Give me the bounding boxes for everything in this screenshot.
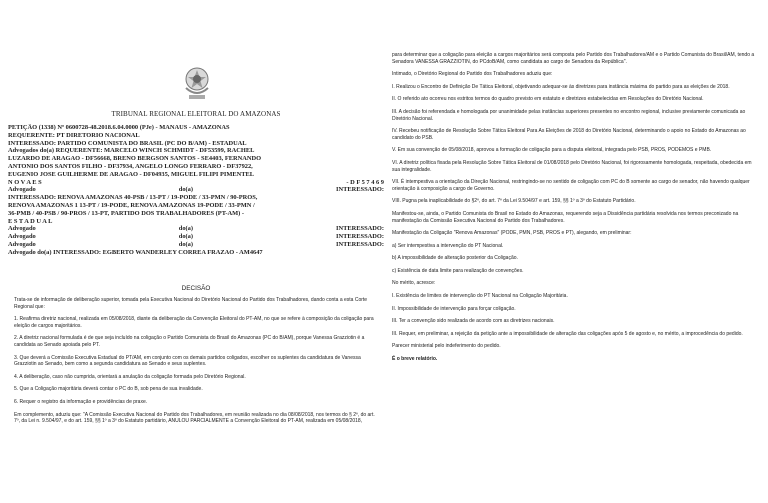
advogado-label: Advogado: [8, 186, 36, 194]
advogados-line: EUGENIO JOSE GUILHERME DE ARAGAO - DF04935, MIGUEL FILIPI PIMENTEL: [8, 170, 255, 178]
advogado-label: Advogado: [8, 240, 36, 248]
paragraph: para determinar que a coligação para eleição a cargos majoritários será composta pelo Partido dos Trabalhadores/AM e o Partido Comunista do Brasil/AM, tendo a Senadora VANESSA GRAZZIOTIN, do PCdoB/AM, como candidata ao cargo de Senadora da República".: [392, 52, 755, 65]
paragraph: I. Existência de limites de intervenção do PT Nacional na Coligação Majoritária.: [392, 293, 568, 300]
advogado-label-line: [8, 233, 384, 241]
paragraph: III. Ter a convenção sido realizada de acordo com as diretrizes nacionais.: [392, 318, 555, 325]
decision-body-right: [392, 52, 758, 369]
paragraph: III. Requer, em preliminar, a rejeição da petição ante a impossibilidade de alteração das coligações após 5 de agosto e, no mérito, a improcedência do pedido.: [392, 330, 743, 337]
right-column: [392, 0, 760, 503]
advogado-label-line: [8, 186, 384, 194]
closing-statement: É o breve relatório.: [392, 356, 438, 363]
paragraph: c) Existência de data limite para realização de convenções.: [392, 267, 524, 274]
estadual-line: E S T A D U A L: [8, 217, 53, 225]
advogados-line: Advogados do(a) REQUERENTE: MARCELO WINCH SCHMIDT - DF53599, RACHEL: [8, 147, 255, 155]
paragraph: 5. Que a Coligação majoritária deverá contar o PC do B, sob pena de sua invalidade.: [14, 386, 203, 393]
paragraph: 6. Requer o registro da informação e providências de praxe.: [14, 398, 148, 405]
paragraph: III. A decisão foi referendada e homologada por unanimidade pelas instâncias superiores presentes no encontro regional, inclusive previamente comunicada ao Diretório Nacional.: [392, 108, 746, 122]
paragraph: Em complemento, aduziu que: "A Comissão Executiva Nacional do Partido dos Trabalhadores, em reunião realizada no dia 08/08/2018, nos termos do § 2º, do art. 7º, da Lei n. 9.504/97, e do art. 159, §§ 1º a 3º do Estatuto partidário, ANULOU PARCIALMENTE a Convenção Eleitoral do PT-AM, realizada em 05/08/2018,: [14, 411, 375, 425]
paragraph: II. Impossibilidade de intervenção para forçar coligação.: [392, 305, 516, 312]
doa-label: do(a): [178, 240, 193, 248]
paragraph: II. O referido ato ocorreu nos estritos termos do quadro previsto em estatuto e diretrizes estabelecidas em Resoluções do Diretório Nacional.: [392, 96, 704, 103]
paragraph: Intimado, o Diretório Regional do Partido dos Trabalhadores aduziu que:: [392, 71, 553, 78]
advogado-label-line: [8, 241, 384, 249]
paragraph: 3. Que deverá a Comissão Executiva Estadual do PT/AM, em conjunto com os demais partidos coligados, escolher os suplentes da candidatura de Vanessa Grazziotin ao Senado, bem como a segunda candidatura ao Senado e seus suplentes.: [14, 354, 361, 368]
decision-heading: DECISÃO: [181, 285, 211, 292]
interessado-line: INTERESSADO: PARTIDO COMUNISTA DO BRASIL (PC DO B/AM) - ESTADUAL: [8, 139, 247, 147]
paragraph: a) Ser intempestiva a intervenção do PT Nacional.: [392, 242, 504, 249]
interessado-renova-line: 36-PMB / 40-PSB / 90-PROS / 13-PT, PARTIDO DOS TRABALHADORES (PT-AM) -: [8, 209, 244, 217]
decision-body-left: [14, 297, 378, 431]
advogado-last-line: Advogado do(a) INTERESSADO: EGBERTO WANDERLEY CORREA FRAZAO - AM4647: [8, 248, 263, 256]
paragraph: No mérito, acresce:: [392, 280, 436, 287]
advogados-line: ANTONIO DOS SANTOS FILHO - DF37934, ANGELO LONGO FERRARO - DF37922,: [8, 162, 253, 170]
paragraph: VI. A diretriz política fixada pela Resolução Sobre Tática Eleitoral de 01/08/2018 pelo Diretório Nacional, foi rigorosamente homologada, respeitada, obedecida em sua integralidade.: [392, 159, 752, 173]
paragraph: Manifestação da Coligação "Renova Amazonas" (PODE, PMN, PSB, PROS e PT), alegando, em preliminar:: [392, 230, 632, 237]
paragraph: VIII. Pugna pela inaplicabilidade do §2º, do art. 7º da Lei 9.504/97 e art. 159, §§ 1º a 3º do Estatuto Partidário.: [392, 198, 636, 205]
requerente-line: REQUERENTE: PT DIRETORIO NACIONAL: [8, 131, 140, 139]
left-column: [8, 0, 384, 503]
lawyer-oab-part: - D F 5 7 4 6 9: [346, 178, 384, 186]
paragraph: Parecer ministerial pelo indeferimento do pedido.: [392, 343, 501, 350]
paragraph: I. Realizou o Encontro de Definição De Tática Eleitoral, objetivando adequar-se às diretrizes para instância máxima do partido para as eleições de 2018.: [392, 83, 730, 90]
case-header: [8, 124, 384, 257]
coat-of-arms-emblem: [182, 62, 212, 102]
interessado-label: INTERESSADO:: [336, 225, 384, 233]
paragraph: VII. É intempestiva a orientação da Direção Nacional, restringindo-se no sentido de coligação com PC do B somente ao cargo de senador, não havendo qualquer orientação à composição a cargo de Governo.: [392, 179, 750, 192]
paragraph: b) A impossibilidade de alteração posterior da Coligação.: [392, 255, 518, 262]
interessado-renova-line: INTERESSADO: RENOVA AMAZONAS 40-PSB / 13-PT / 19-PODE / 33-PMN / 90-PROS,: [8, 194, 258, 202]
doa-label: do(a): [178, 225, 193, 233]
paragraph: Trata-se de informação de deliberação superior, tomada pela Executiva Nacional do Diretório Nacional do Partido dos Trabalhadores, dando conta a esta Corte Regional que:: [14, 297, 368, 310]
paragraph: 4. A deliberação, caso não cumprida, orientará a anulação da coligação formada pelo Diretório Regional.: [14, 373, 246, 380]
court-name: TRIBUNAL REGIONAL ELEITORAL DO AMAZONAS: [111, 110, 281, 118]
advogados-line: [8, 179, 384, 187]
advogado-label: Advogado: [8, 225, 36, 233]
paragraph: Manifestou-se, ainda, o Partido Comunista do Brasil no Estado do Amazonas, requerendo seja a Dissidência partidária resolvida nos termos preconizado na manifestação da Comissão Executiva Nacional do Partido dos Trabalhadores.: [392, 210, 739, 224]
doa-label: do(a): [178, 186, 193, 194]
paragraph: 2. A diretriz nacional formulada é de que seja incluído na coligação o Partido Comunista do Brasil do Amazonas (PC do B/AM), porque Vanessa Grazziotin é a candidata ao Senado apoiada pelo PT.: [14, 335, 365, 348]
doa-label: do(a): [178, 233, 193, 241]
advogado-label-line: [8, 225, 384, 233]
paragraph: V. Em sua convenção de 05/08/2018, aprovou a formação de coligação para a disputa eleitoral, integrada pelo PSB, PROS, PODEMOS e PMB.: [392, 147, 712, 154]
advogado-label: Advogado: [8, 233, 36, 241]
interessado-label: INTERESSADO:: [336, 240, 384, 248]
interessado-label: INTERESSADO:: [336, 186, 384, 194]
paragraph: IV. Recebeu notificação de Resolução Sobre Tática Eleitoral Para As Eleições de 2018 do Diretório Nacional, determinando o apoio no Estado do Amazonas ao candidato do PSB.: [392, 128, 746, 141]
petition-line: PETIÇÃO (1338) Nº 0600728-48.2018.6.04.0000 (PJe) - MANAUS - AMAZONAS: [8, 124, 230, 131]
advogados-line: LUZARDO DE ARAGAO - DF56668, BRENO BERGSON SANTOS - SE4403, FERNANDO: [8, 155, 262, 163]
lawyer-name-part: N O V A E S: [8, 178, 42, 186]
interessado-label: INTERESSADO:: [336, 233, 384, 241]
interessado-renova-line: RENOVA AMAZONAS 1 13-PT / 19-PODE, RENOVA AMAZONAS 19-PODE / 33-PMN /: [8, 201, 255, 209]
paragraph: 1. Reafirma diretriz nacional, realizada em 05/08/2018, diante da deliberação da Convenção Eleitoral do PT-AM, no que se refere à composição da coligação para eleição de cargos majoritários.: [14, 316, 374, 329]
